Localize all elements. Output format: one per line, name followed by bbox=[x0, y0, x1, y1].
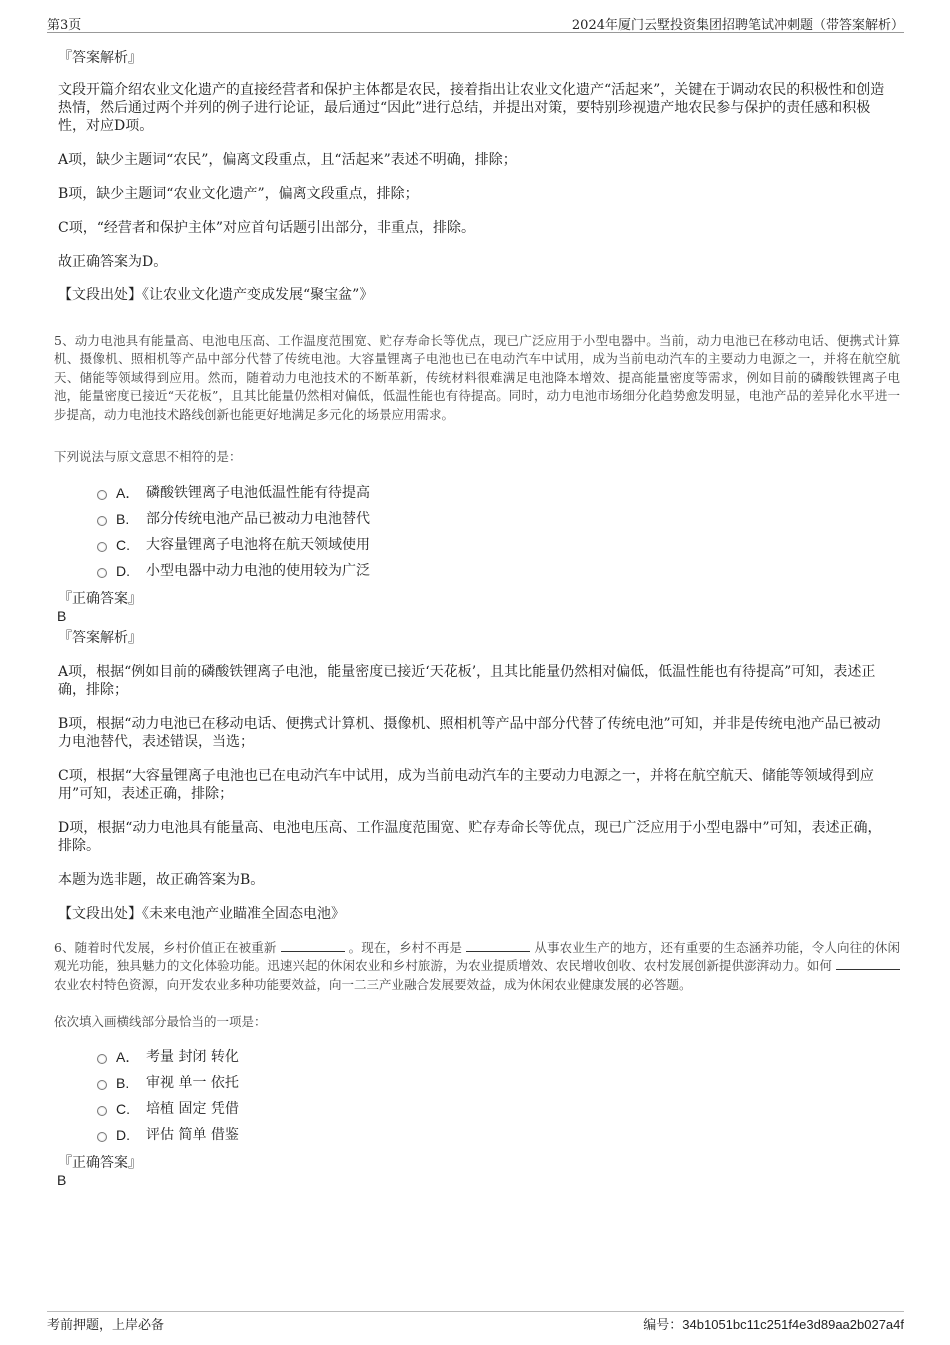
q5-option-a-analysis: A项，根据“例如目前的磷酸铁锂离子电池，能量密度已接近‘天花板’，且其比能量仍然相对偏低，低温性能也有待提高”可知，表述正确，排除； bbox=[58, 664, 876, 698]
radio-icon[interactable] bbox=[97, 568, 107, 578]
q5-option-d-analysis: D项，根据“动力电池具有能量高、电池电压高、工作温度范围宽、贮存寿命长等优点，现已广泛应用于小型电器中”可知，表述正确，排除。 bbox=[58, 820, 882, 854]
q5-option-b[interactable] bbox=[97, 510, 370, 528]
document-code-value: 34b1051bc11c251f4e3d89aa2b027a4f bbox=[682, 1317, 904, 1332]
q5-option-a[interactable] bbox=[97, 484, 370, 502]
option-text: 评估 简单 借鉴 bbox=[146, 1127, 239, 1143]
option-letter: B. bbox=[116, 511, 130, 527]
header-divider bbox=[47, 32, 904, 33]
q4-analysis-label: 『答案解析』 bbox=[58, 50, 142, 66]
q4-option-c-analysis: C项，“经营者和保护主体”对应首句话题引出部分，非重点，排除。 bbox=[58, 220, 476, 236]
q6-stem-part-3: 从事农业生产的地方，还有重要的生态涵养功能，令人向往的休闲观光功能，独具魅力的文化体验功能。迅速兴起的休闲农业和乡村旅游，为农业提质增效、农民增收创收、农村发展创新提供澎湃动力。如何 bbox=[54, 940, 900, 974]
radio-icon[interactable] bbox=[97, 1132, 107, 1142]
option-letter: B. bbox=[116, 1075, 130, 1091]
q6-option-b[interactable] bbox=[97, 1074, 239, 1092]
q4-source: 【文段出处】《让农业文化遗产变成发展“聚宝盆”》 bbox=[58, 287, 374, 303]
q5-option-c[interactable] bbox=[97, 536, 370, 554]
radio-icon[interactable] bbox=[97, 1054, 107, 1064]
footer-divider bbox=[47, 1311, 904, 1312]
q4-option-b-analysis: B项，缺少主题词“农业文化遗产”，偏离文段重点，排除； bbox=[58, 186, 419, 202]
q5-answer: B bbox=[57, 608, 67, 624]
option-text: 部分传统电池产品已被动力电池替代 bbox=[146, 511, 370, 527]
radio-icon[interactable] bbox=[97, 516, 107, 526]
fill-blank-3 bbox=[836, 957, 900, 970]
radio-icon[interactable] bbox=[97, 1080, 107, 1090]
q6-stem bbox=[54, 939, 900, 994]
q5-conclusion: 本题为选非题，故正确答案为B。 bbox=[58, 872, 265, 888]
q5-prompt: 下列说法与原文意思不相符的是： bbox=[54, 449, 242, 464]
q4-conclusion: 故正确答案为D。 bbox=[58, 254, 168, 270]
q6-option-c[interactable] bbox=[97, 1100, 239, 1118]
option-text: 小型电器中动力电池的使用较为广泛 bbox=[146, 563, 370, 579]
option-text: 审视 单一 依托 bbox=[146, 1075, 239, 1091]
document-title: 2024年厦门云墅投资集团招聘笔试冲刺题（带答案解析） bbox=[571, 18, 904, 33]
option-letter: A． bbox=[116, 485, 140, 501]
q5-stem: 5、动力电池具有能量高、电池电压高、工作温度范围宽、贮存寿命长等优点，现已广泛应用于小型电器中。当前，动力电池已在移动电话、便携式计算机、摄像机、照相机等产品中部分代替了传统电池。大容量锂离子电池也已在电动汽车中试用，成为当前电动汽车的主要动力电源之一，并将在航空航天、储能等领域得到应用。然而，随着动力电池技术的不断革新，传统材料很难满足电池降本增效、提高能量密度等需求，例如目前的磷酸铁锂离子电池，能量密度已接近“天花板”，且其比能量仍然相对偏低，低温性能也有待提高。同时，动力电池市场细分化趋势愈发明显，电池产品的差异化水平进一步提高，动力电池技术路线创新也能更好地满足多元化的场景应用需求。 bbox=[54, 333, 900, 422]
radio-icon[interactable] bbox=[97, 542, 107, 552]
option-letter: C. bbox=[116, 537, 130, 553]
radio-icon[interactable] bbox=[97, 1106, 107, 1116]
radio-icon[interactable] bbox=[97, 490, 107, 500]
option-letter: C. bbox=[116, 1101, 130, 1117]
q5-option-d[interactable] bbox=[97, 562, 370, 580]
option-letter: D. bbox=[116, 1127, 130, 1143]
q4-option-a-analysis: A项，缺少主题词“农民”，偏离文段重点，且“活起来”表述不明确，排除； bbox=[58, 152, 517, 168]
q5-source: 【文段出处】《未来电池产业瞄准全固态电池》 bbox=[58, 906, 345, 922]
q6-answer: B bbox=[57, 1172, 67, 1188]
option-text: 培植 固定 凭借 bbox=[146, 1101, 239, 1117]
q4-analysis-text: 文段开篇介绍农业文化遗产的直接经营者和保护主体都是农民，接着指出让农业文化遗产“活起来”，关键在于调动农民的积极性和创造热情，然后通过两个并列的例子进行论证，最后通过“因此”进行总结，并提出对策，要特别珍视遗产地农民参与保护的责任感和积极性，对应D项。 bbox=[58, 82, 885, 134]
fill-blank-1 bbox=[281, 939, 345, 952]
page-number: 第3页 bbox=[47, 18, 82, 33]
option-letter: A． bbox=[116, 1049, 140, 1065]
q5-option-c-analysis: C项，根据“大容量锂离子电池也已在电动汽车中试用，成为当前电动汽车的主要动力电源之一，并将在航空航天、储能等领域得到应用”可知，表述正确，排除； bbox=[58, 768, 874, 802]
option-letter: D. bbox=[116, 563, 130, 579]
q5-answer-label: 『正确答案』 bbox=[58, 591, 142, 607]
q6-answer-label: 『正确答案』 bbox=[58, 1155, 142, 1171]
q6-stem-part-2: 。现在，乡村不再是 bbox=[348, 940, 463, 955]
document-code bbox=[643, 1314, 904, 1333]
q6-stem-part-1: 6、随着时代发展，乡村价值正在被重新 bbox=[54, 940, 277, 955]
option-text: 磷酸铁锂离子电池低温性能有待提高 bbox=[146, 485, 370, 501]
q6-prompt: 依次填入画横线部分最恰当的一项是： bbox=[54, 1014, 267, 1029]
option-text: 大容量锂离子电池将在航天领域使用 bbox=[146, 537, 370, 553]
q6-option-a[interactable] bbox=[97, 1048, 239, 1066]
footer-slogan: 考前押题，上岸必备 bbox=[47, 1318, 165, 1333]
q6-option-d[interactable] bbox=[97, 1126, 239, 1144]
fill-blank-2 bbox=[466, 939, 530, 952]
q5-option-b-analysis: B项，根据“动力电池已在移动电话、便携式计算机、摄像机、照相机等产品中部分代替了传统电池”可知，并非是传统电池产品已被动力电池替代，表述错误，当选； bbox=[58, 716, 881, 750]
q6-stem-part-4: 农业农村特色资源，向开发农业多种功能要效益，向一二三产业融合发展要效益，成为休闲农业健康发展的必答题。 bbox=[54, 976, 692, 992]
q5-analysis-label: 『答案解析』 bbox=[58, 630, 142, 646]
document-code-label: 编号： bbox=[643, 1318, 683, 1333]
option-text: 考量 封闭 转化 bbox=[146, 1049, 239, 1065]
